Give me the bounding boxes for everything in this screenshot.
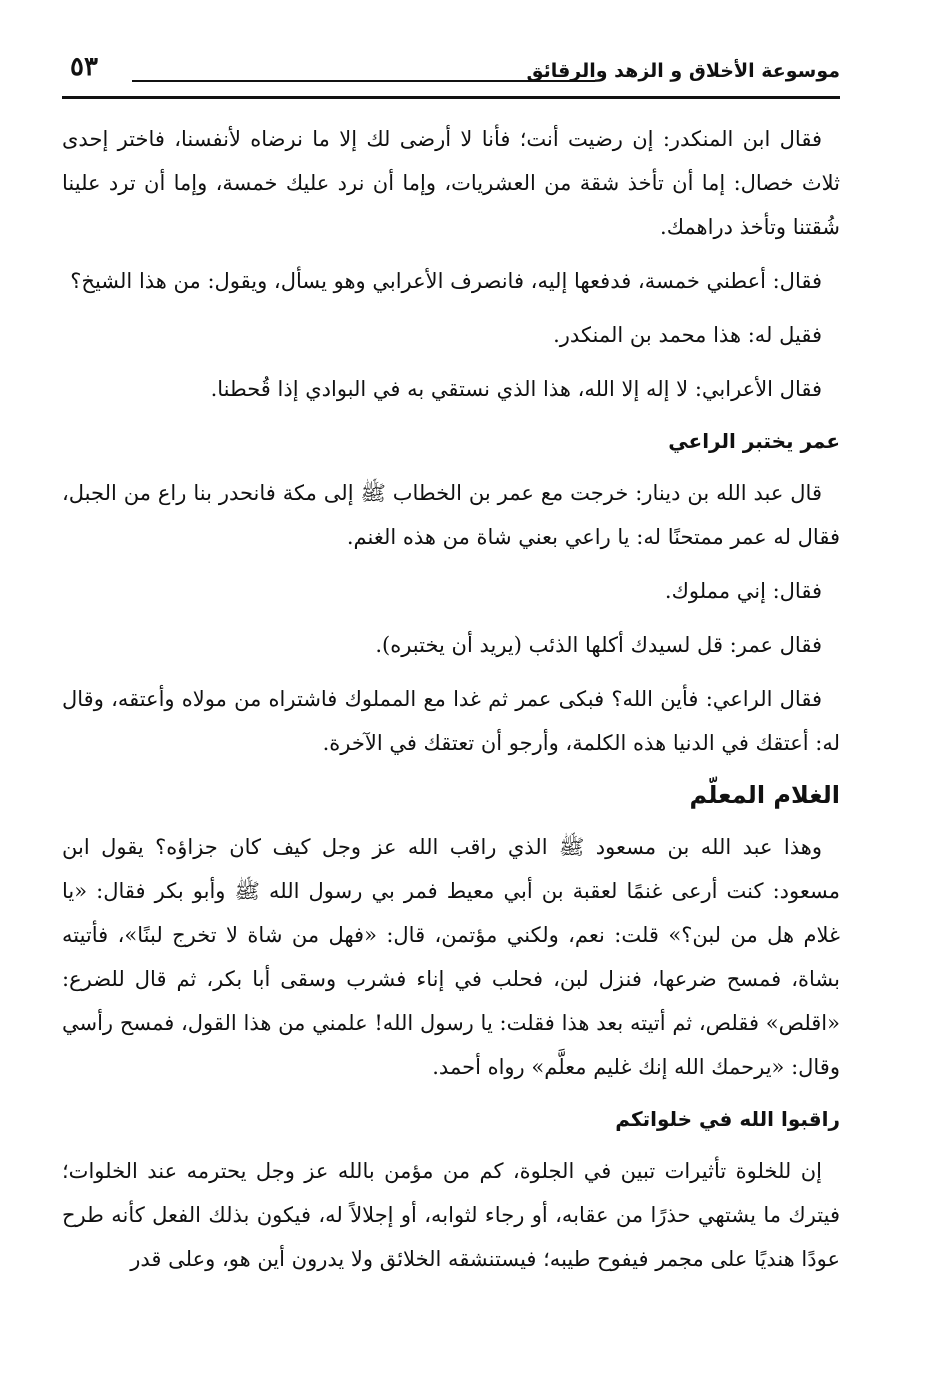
page-content xyxy=(62,99,840,1281)
section-heading: عمر يختبر الراعي xyxy=(668,429,840,453)
paragraph: فقال عمر: قل لسيدك أكلها الذئب (يريد أن يختبره). xyxy=(375,633,822,657)
paragraph: وهذا عبد الله بن مسعود ﷺ الذي راقب الله عز وجل كيف كان جزاؤه؟ يقول ابن مسعود: كنت أرعى غنمًا لعقبة بن أبي معيط فمر بي رسول الله ﷺ وأبو بكر فقال: «يا غلام هل من لبن؟» قلت: نعم، ولكني مؤتمن، قال: «فهل من شاة لا تخرج لبنًا»، فأتيته بشاة، فمسح ضرعها، فنزل لبن، فحلب في إناء فشرب وسقى أبا بكر، ثم قال للضرع: «اقلص» فقلص، ثم أتيته بعد هذا فقلت: يا رسول الله! علمني من هذا القول، فمسح رأسي وقال: «يرحمك الله إنك غليم معلَّم» رواه أحمد. xyxy=(62,835,840,1079)
section-heading: راقبوا الله في خلواتكم xyxy=(615,1107,840,1131)
paragraph: إن للخلوة تأثيرات تبين في الجلوة، كم من مؤمن بالله عز وجل يحترمه عند الخلوات؛ فيترك ما يشتهي حذرًا من عقابه، أو رجاء لثوابه، أو إجلالاً له، فيكون بذلك الفعل كأنه طرح عودًا هنديًا على مجمر فيفوح طيبه؛ فيستنشقه الخلائق ولا يدرون أين هو، وعلى قدر xyxy=(62,1159,840,1271)
paragraph: فقال الراعي: فأين الله؟ فبكى عمر ثم غدا مع المملوك فاشتراه من مولاه وأعتقه، وقال له: أعتقك في الدنيا هذه الكلمة، وأرجو أن تعتقك في الآخرة. xyxy=(62,687,840,755)
paragraph: فقيل له: هذا محمد بن المنكدر. xyxy=(553,323,822,347)
header-rule xyxy=(132,80,595,82)
paragraph: فقال ابن المنكدر: إن رضيت أنت؛ فأنا لا أرضى لك إلا ما نرضاه لأنفسنا، فاختر إحدى ثلاث خصال: إما أن تأخذ شقة من العشريات، وإما أن نرد عليك خمسة، وإما أن ترد علينا شُقتنا وتأخذ دراهمك. xyxy=(62,127,840,239)
paragraph: فقال: أعطني خمسة، فدفعها إليه، فانصرف الأعرابي وهو يسأل، ويقول: من هذا الشيخ؟ xyxy=(70,269,822,293)
paragraph: قال عبد الله بن دينار: خرجت مع عمر بن الخطاب ﷺ إلى مكة فانحدر بنا راع من الجبل، فقال له عمر ممتحنًا له: يا راعي بعني شاة من هذه الغنم. xyxy=(62,481,840,549)
paragraph: فقال: إني مملوك. xyxy=(664,579,822,603)
paragraph: فقال الأعرابي: لا إله إلا الله، هذا الذي نستقي به في البوادي إذا قُحطنا. xyxy=(210,377,822,401)
running-header xyxy=(62,40,840,99)
book-page xyxy=(62,40,840,1360)
page-number: ٥٣ xyxy=(70,52,98,82)
book-title: موسوعة الأخلاق و الزهد والرقائق xyxy=(526,60,840,82)
section-heading: الغلام المعلّم xyxy=(689,781,840,809)
